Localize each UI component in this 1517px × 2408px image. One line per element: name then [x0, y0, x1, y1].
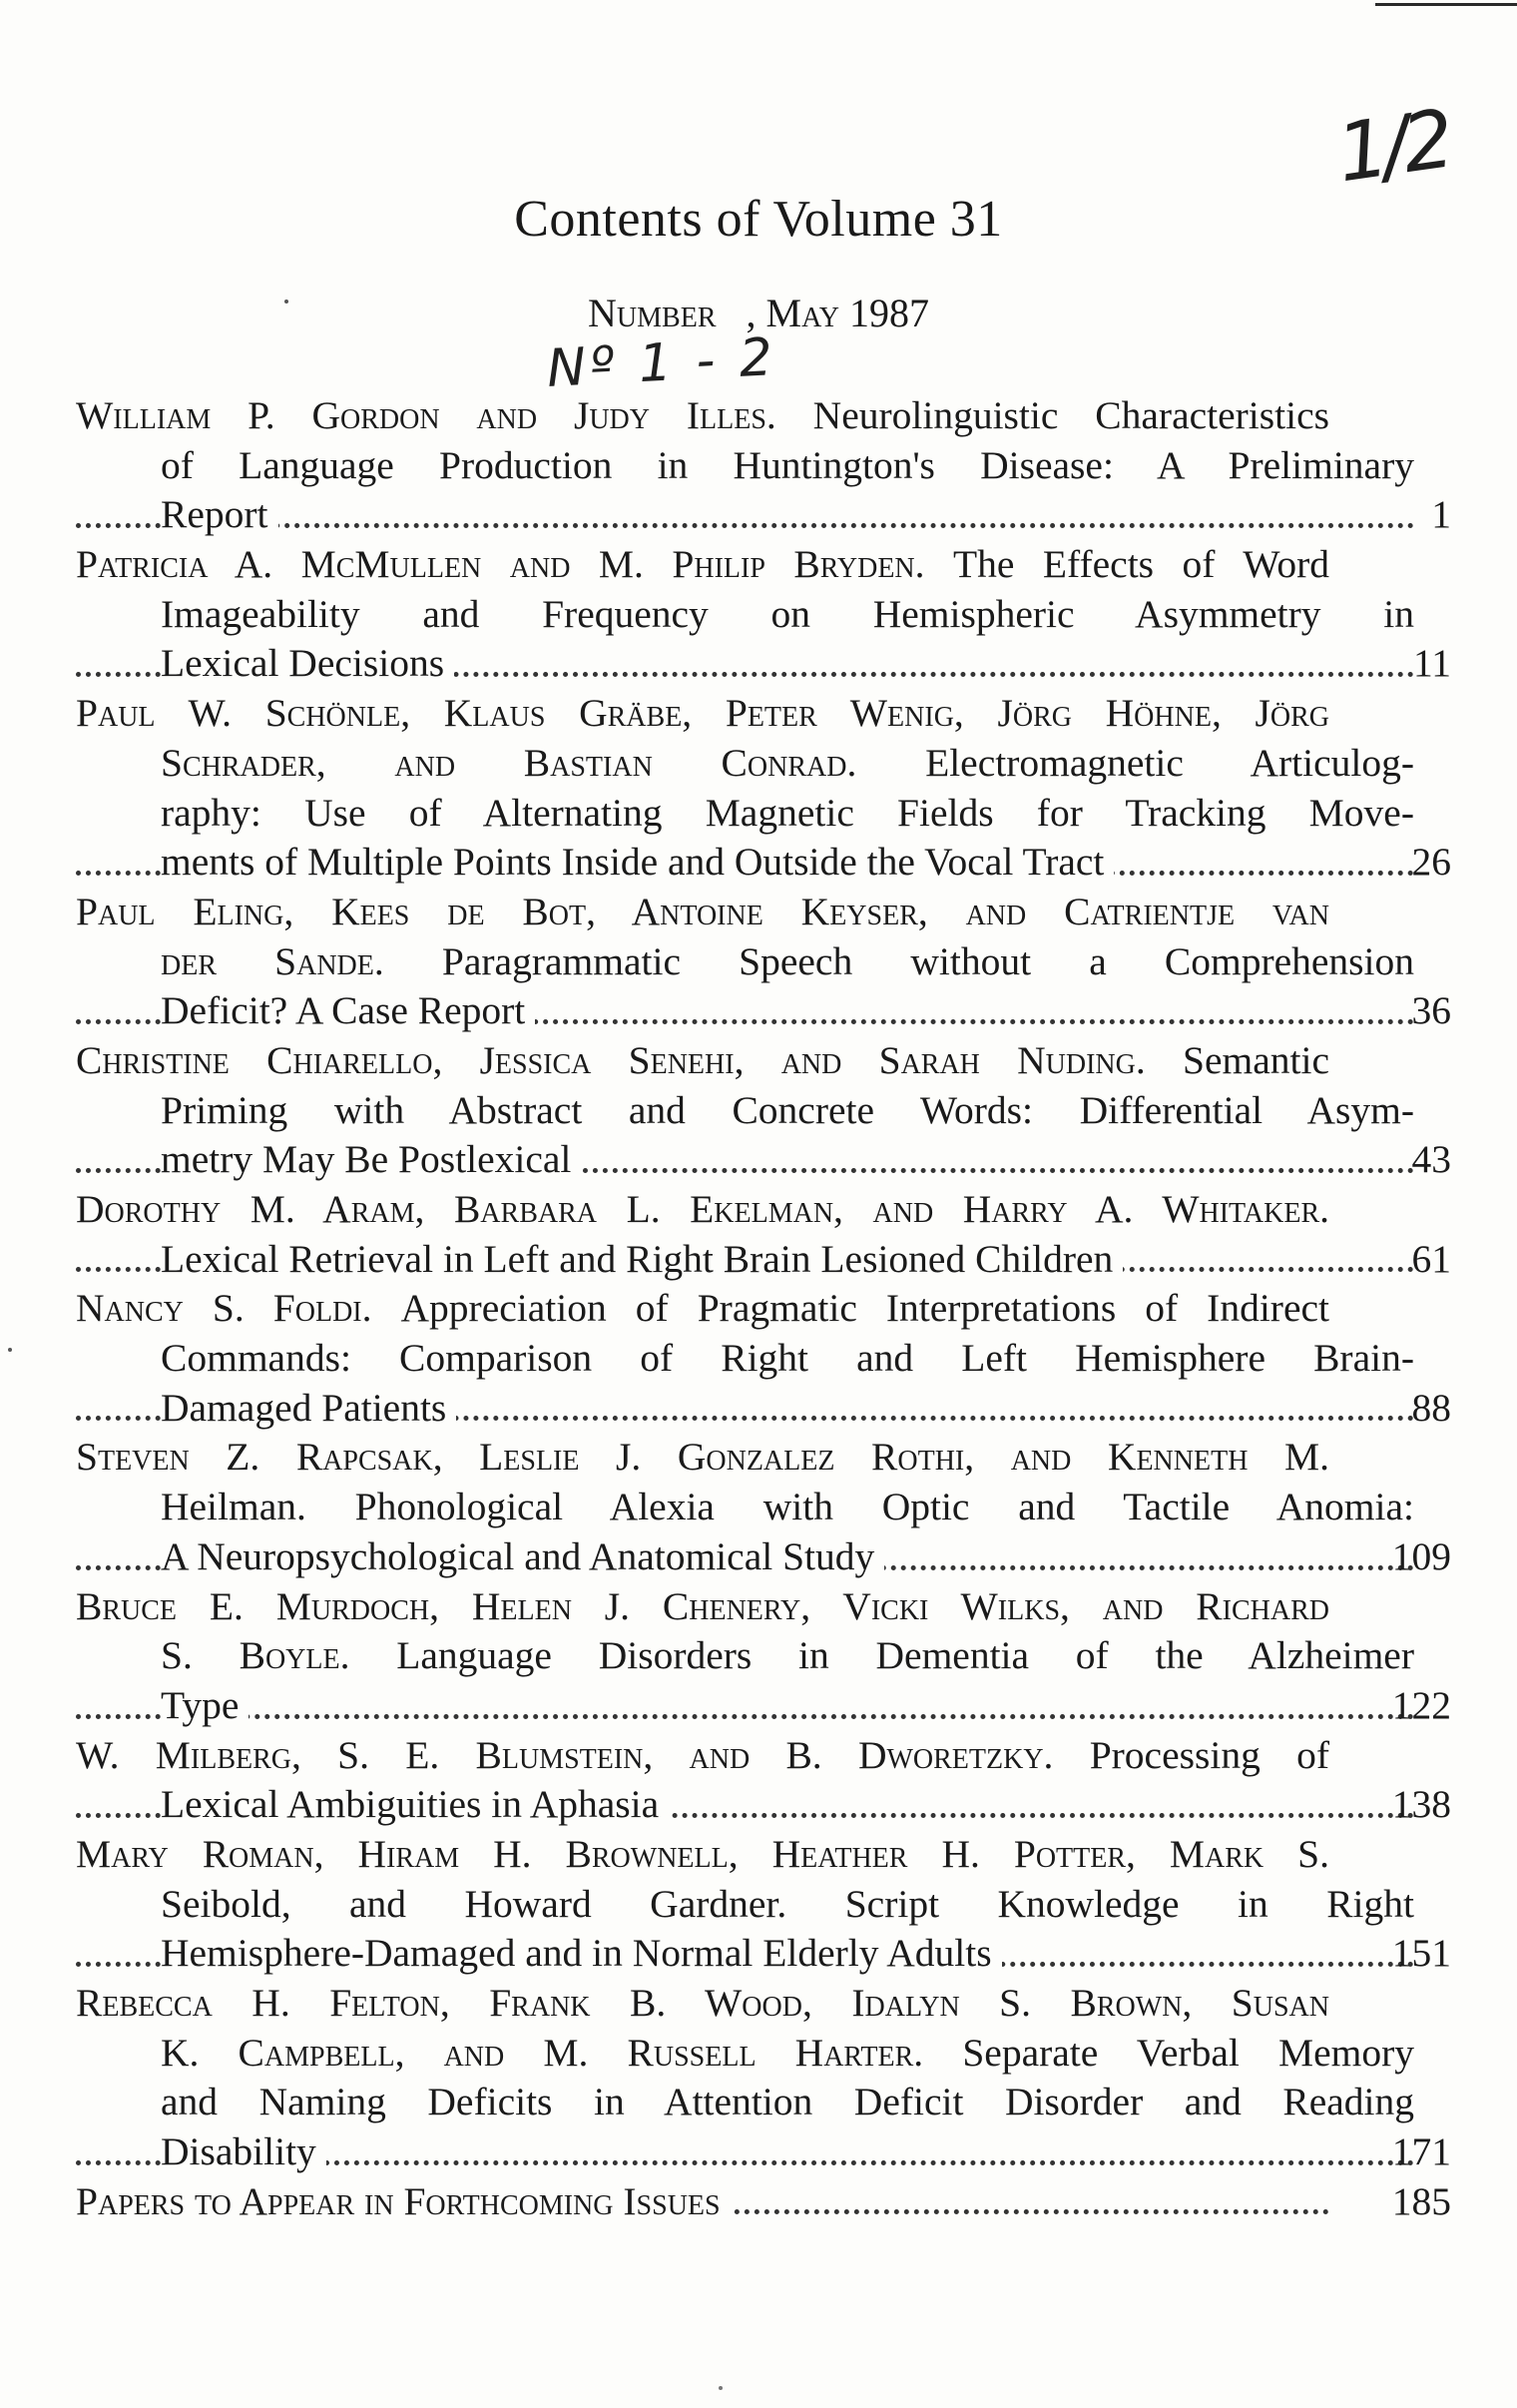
- toc-entry-line: [76, 1631, 1414, 1681]
- toc-entry-last-line: [76, 639, 1414, 689]
- toc-text: William P. Gordon and Judy Illes. Neurolinguistic Characteristics: [76, 393, 1329, 437]
- page-title: Contents of Volume 31: [514, 191, 1003, 248]
- toc-entry-line: [76, 590, 1414, 640]
- toc-entry-last-line: [76, 1780, 1414, 1830]
- toc-text: Rebecca H. Felton, Frank B. Wood, Idalyn S. Brown, Susan: [76, 1981, 1329, 2025]
- toc-entry: [76, 391, 1451, 540]
- toc-entry-line: [76, 1086, 1414, 1136]
- issue-line: [0, 290, 1517, 336]
- toc-entry: [76, 540, 1451, 689]
- table-of-contents: [76, 391, 1451, 2226]
- toc-entry-line: [76, 789, 1414, 839]
- toc-entry: [76, 1185, 1451, 1284]
- toc-text: K. Campbell, and M. Russell Harter. Separate Verbal Memory: [161, 2030, 1414, 2075]
- author-names: W. Milberg, S. E. Blumstein, and B. Dworetzky.: [76, 1732, 1090, 1777]
- author-names: Patricia A. McMullen and M. Philip Bryden.: [76, 542, 954, 587]
- toc-text: Schrader, and Bastian Conrad. Electromagnetic Articulog-: [161, 740, 1414, 785]
- author-names: Christine Chiarello, Jessica Senehi, and Sarah Nuding.: [76, 1037, 1183, 1082]
- page-number: 171: [1391, 2129, 1451, 2174]
- scan-edge-line: [1375, 3, 1517, 6]
- toc-entry-line: [76, 2078, 1414, 2127]
- toc-entry-last-line: [76, 1135, 1414, 1185]
- page-number: 109: [1391, 1533, 1451, 1578]
- toc-entry-last-line: [76, 2177, 1329, 2227]
- toc-text: Steven Z. Rapcsak, Leslie J. Gonzalez Rothi, and Kenneth M.: [76, 1435, 1329, 1480]
- issue-date: , May 1987: [746, 291, 929, 335]
- toc-entry-last-line: [76, 1532, 1414, 1582]
- toc-entry: [76, 1036, 1451, 1185]
- toc-text: Report: [161, 492, 278, 536]
- toc-entry-last-line: [76, 1235, 1414, 1285]
- page-number: 185: [1391, 2178, 1451, 2223]
- toc-entry-line: [76, 1334, 1414, 1384]
- toc-entry-line: [76, 1284, 1329, 1334]
- toc-text: Seibold, and Howard Gardner. Script Knowledge in Right: [161, 1881, 1414, 1926]
- toc-text: Lexical Ambiguities in Aphasia: [161, 1782, 669, 1826]
- toc-text: raphy: Use of Alternating Magnetic Fields for Tracking Move-: [161, 790, 1414, 835]
- toc-entry-line: [76, 1830, 1329, 1880]
- author-names: K. Campbell, and M. Russell Harter.: [161, 2030, 963, 2075]
- toc-entry-last-line: [76, 490, 1414, 540]
- issue-word: Number: [588, 291, 717, 335]
- toc-text: Papers to Appear in Forthcoming Issues: [76, 2179, 731, 2223]
- toc-entry-line: [76, 540, 1329, 590]
- handwritten-issue-number: Nº 1 - 2: [545, 327, 778, 399]
- toc-text: der Sande. Paragrammatic Speech without a Comprehension: [161, 938, 1415, 983]
- toc-entry: [76, 2177, 1451, 2227]
- toc-text: Paul Eling, Kees de Bot, Antoine Keyser, and Catrientje van: [76, 889, 1329, 933]
- toc-entry-line: [76, 441, 1414, 491]
- toc-text: Priming with Abstract and Concrete Words: Differential Asym-: [161, 1087, 1414, 1132]
- author-names: William P. Gordon and Judy Illes.: [76, 393, 813, 437]
- toc-entry-last-line: [76, 1384, 1414, 1434]
- toc-text: Lexical Retrieval in Left and Right Brain Lesioned Children: [161, 1237, 1123, 1281]
- toc-text: metry May Be Postlexical: [161, 1137, 581, 1181]
- toc-text: Christine Chiarello, Jessica Senehi, and Sarah Nuding. Semantic: [76, 1037, 1329, 1082]
- page-number: 1: [1431, 492, 1451, 537]
- toc-entry-last-line: [76, 1929, 1414, 1979]
- dot-leader: [76, 1714, 1414, 1719]
- toc-entry: [76, 1731, 1451, 1830]
- toc-text: Disability: [161, 2129, 326, 2173]
- toc-entry-line: [76, 888, 1329, 937]
- toc-text: of Language Production in Huntington's Disease: A Preliminary: [161, 442, 1414, 487]
- toc-text: Patricia A. McMullen and M. Philip Bryden. The Effects of Word: [76, 542, 1329, 587]
- scan-speck: [719, 2386, 723, 2390]
- toc-text: Lexical Decisions: [161, 641, 454, 685]
- toc-text: Bruce E. Murdoch, Helen J. Chenery, Vicki Wilks, and Richard: [76, 1583, 1329, 1628]
- toc-text: Imageability and Frequency on Hemispheric Asymmetry in: [161, 591, 1414, 636]
- author-names: Nancy S. Foldi.: [76, 1286, 401, 1331]
- toc-entry-line: [76, 2029, 1414, 2079]
- scan-speck: [8, 1348, 12, 1352]
- page-number: 43: [1411, 1137, 1451, 1182]
- toc-text: Type: [161, 1683, 249, 1727]
- toc-entry-line: [76, 1185, 1329, 1235]
- page-number: 36: [1411, 988, 1451, 1033]
- page-number: 138: [1391, 1782, 1451, 1827]
- toc-text: Dorothy M. Aram, Barbara L. Ekelman, and Harry A. Whitaker.: [76, 1187, 1329, 1231]
- toc-entry-last-line: [76, 838, 1414, 888]
- toc-entry-line: [76, 1433, 1329, 1483]
- page-number: 61: [1411, 1236, 1451, 1281]
- toc-text: Mary Roman, Hiram H. Brownell, Heather H. Potter, Mark S.: [76, 1831, 1329, 1876]
- toc-entry: [76, 888, 1451, 1036]
- toc-text: Commands: Comparison of Right and Left Hemisphere Brain-: [161, 1336, 1414, 1381]
- toc-entry-line: [76, 937, 1414, 987]
- toc-entry-line: [76, 391, 1329, 441]
- toc-entry-line: [76, 1036, 1329, 1086]
- author-names: der Sande.: [161, 938, 442, 983]
- toc-text: Damaged Patients: [161, 1386, 456, 1430]
- toc-entry-line: [76, 689, 1329, 739]
- toc-entry-line: [76, 1880, 1414, 1930]
- page-number: 88: [1411, 1385, 1451, 1430]
- toc-entry-line: [76, 1582, 1329, 1632]
- toc-entry: [76, 1830, 1451, 1979]
- toc-text: ments of Multiple Points Inside and Outside the Vocal Tract: [161, 840, 1114, 884]
- toc-text: and Naming Deficits in Attention Deficit Disorder and Reading: [161, 2080, 1414, 2124]
- toc-entry: [76, 689, 1451, 888]
- page-number: 122: [1391, 1682, 1451, 1727]
- toc-text: Nancy S. Foldi. Appreciation of Pragmatic Interpretations of Indirect: [76, 1286, 1330, 1331]
- page-number: 151: [1391, 1931, 1451, 1976]
- toc-entry-last-line: [76, 1681, 1414, 1731]
- toc-text: Hemisphere-Damaged and in Normal Elderly Adults: [161, 1931, 1002, 1975]
- toc-entry: [76, 1433, 1451, 1581]
- author-names: S. Boyle.: [161, 1633, 397, 1678]
- handwritten-corner-note: 1/2: [1331, 92, 1454, 201]
- toc-entry: [76, 1582, 1451, 1731]
- page-number: 26: [1411, 840, 1451, 885]
- toc-entry-line: [76, 1979, 1329, 2029]
- toc-text: Deficit? A Case Report: [161, 988, 535, 1032]
- toc-text: A Neuropsychological and Anatomical Study: [161, 1534, 884, 1578]
- toc-text: Heilman. Phonological Alexia with Optic and Tactile Anomia:: [161, 1485, 1414, 1529]
- toc-entry-line: [76, 1731, 1329, 1781]
- toc-entry-last-line: [76, 2127, 1414, 2177]
- toc-entry-last-line: [76, 986, 1414, 1036]
- page-number: 11: [1412, 641, 1451, 686]
- toc-entry-line: [76, 1483, 1414, 1532]
- toc-text: S. Boyle. Language Disorders in Dementia of the Alzheimer: [161, 1633, 1414, 1678]
- toc-text: W. Milberg, S. E. Blumstein, and B. Dworetzky. Processing of: [76, 1732, 1330, 1777]
- author-names: Schrader, and Bastian Conrad.: [161, 740, 926, 785]
- toc-entry: [76, 1284, 1451, 1433]
- toc-entry-line: [76, 739, 1414, 789]
- toc-entry: [76, 1979, 1451, 2177]
- toc-text: Paul W. Schönle, Klaus Gräbe, Peter Wenig, Jörg Höhne, Jörg: [76, 691, 1329, 736]
